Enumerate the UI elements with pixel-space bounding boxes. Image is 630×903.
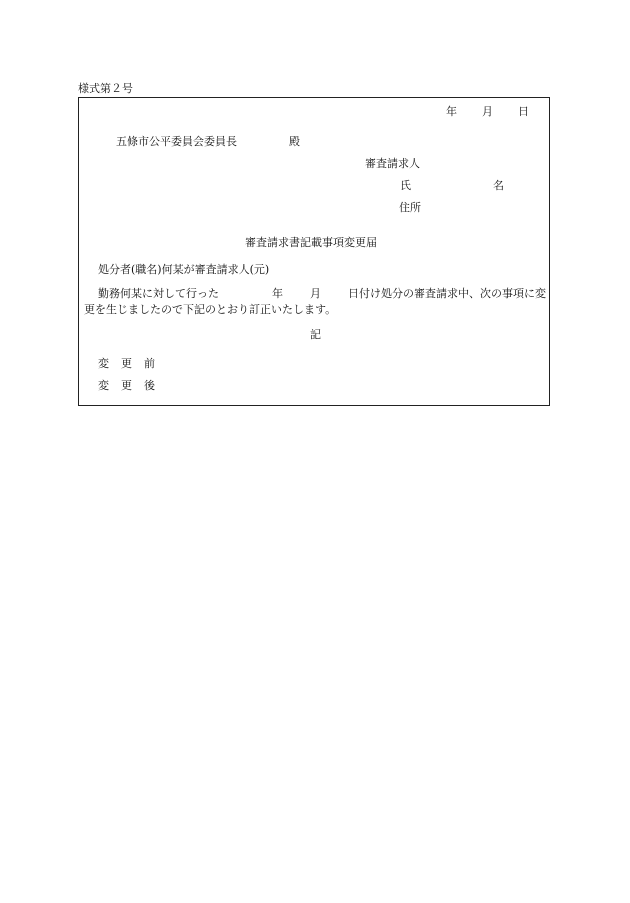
date-month-label: 月: [482, 105, 493, 118]
requester-name-char-1: 氏: [400, 179, 411, 192]
document-title: 審査請求書記載事項変更届: [245, 236, 377, 249]
after-char-2: 更: [121, 379, 132, 392]
requester-name-char-2: 名: [493, 179, 504, 192]
before-char-3: 前: [144, 357, 155, 370]
after-char-1: 変: [98, 379, 109, 392]
after-char-3: 後: [144, 379, 155, 392]
before-char-1: 変: [98, 357, 109, 370]
addressee-honorific: 殿: [289, 135, 300, 148]
requester-address-label: 住所: [399, 201, 421, 214]
body-year: 年: [272, 287, 283, 300]
body-part-2: 日付け処分の審査請求中、次の事項に変更を生じましたので下記のとおり訂正いたします。: [84, 287, 546, 316]
requester-label: 審査請求人: [365, 157, 420, 170]
ki-heading: 記: [310, 328, 321, 341]
body-month: 月: [310, 287, 321, 300]
form-number: 様式第２号: [78, 82, 133, 95]
date-year-label: 年: [446, 105, 457, 118]
body-part-1: 勤務何某に対して行った: [98, 287, 219, 300]
addressee-name: 五條市公平委員会委員長: [116, 135, 237, 148]
disposer-line: 処分者(職名)何某が審査請求人(元): [98, 263, 270, 276]
before-char-2: 更: [121, 357, 132, 370]
body-paragraph: [84, 286, 546, 318]
date-day-label: 日: [518, 105, 529, 118]
